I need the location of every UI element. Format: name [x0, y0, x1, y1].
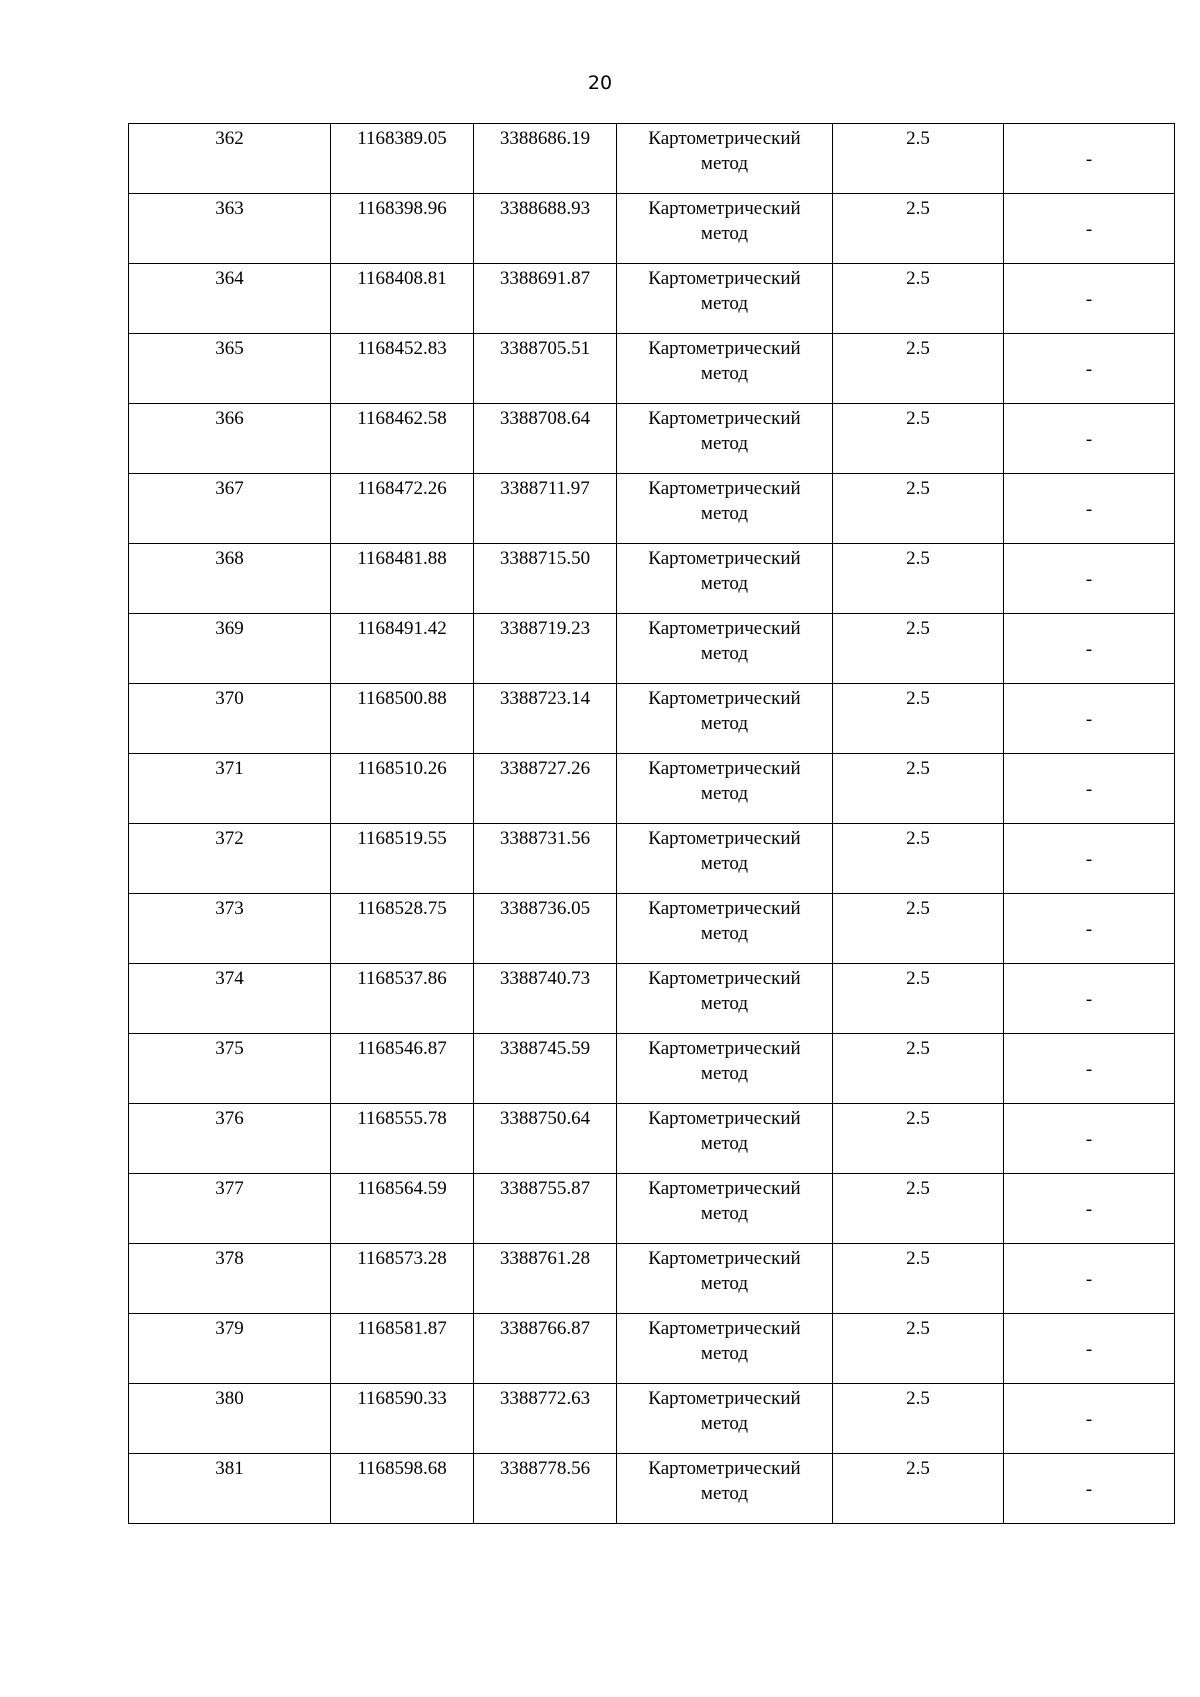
x-coordinate-cell-text: 1168462.58 — [357, 408, 447, 429]
point-number-cell-text: 372 — [215, 828, 244, 849]
note-cell — [1004, 1244, 1175, 1314]
note-cell — [1004, 124, 1175, 194]
accuracy-cell-text: 2.5 — [906, 1038, 930, 1059]
y-coordinate-cell-text: 3388772.63 — [499, 1388, 591, 1409]
point-number-cell — [129, 194, 331, 264]
method-cell — [617, 1244, 833, 1314]
x-coordinate-cell — [331, 264, 474, 334]
y-coordinate-cell-text: 3388727.26 — [499, 758, 591, 779]
x-coordinate-cell — [331, 334, 474, 404]
y-coordinate-cell — [474, 404, 617, 474]
method-cell-text: Картометрический метод — [648, 898, 801, 944]
accuracy-cell — [833, 1314, 1004, 1384]
x-coordinate-cell — [331, 754, 474, 824]
y-coordinate-cell-text: 3388691.87 — [499, 268, 591, 289]
method-cell — [617, 1454, 833, 1524]
coordinates-table — [128, 123, 1175, 1524]
table-row — [129, 1384, 1175, 1454]
point-number-cell-text: 369 — [215, 618, 244, 639]
accuracy-cell — [833, 1384, 1004, 1454]
y-coordinate-cell-text: 3388708.64 — [499, 408, 591, 429]
note-cell-text: - — [1085, 919, 1093, 940]
note-cell — [1004, 404, 1175, 474]
x-coordinate-cell — [331, 124, 474, 194]
y-coordinate-cell — [474, 124, 617, 194]
x-coordinate-cell — [331, 824, 474, 894]
accuracy-cell-text: 2.5 — [906, 1248, 930, 1269]
note-cell-text: - — [1085, 1199, 1093, 1220]
table-row — [129, 1454, 1175, 1524]
note-cell-text: - — [1085, 709, 1093, 730]
accuracy-cell — [833, 404, 1004, 474]
note-cell — [1004, 894, 1175, 964]
accuracy-cell-text: 2.5 — [906, 198, 930, 219]
table-row — [129, 544, 1175, 614]
table-row — [129, 894, 1175, 964]
method-cell — [617, 1384, 833, 1454]
x-coordinate-cell-text: 1168491.42 — [357, 618, 447, 639]
point-number-cell — [129, 614, 331, 684]
y-coordinate-cell-text: 3388719.23 — [499, 618, 591, 639]
note-cell-text: - — [1085, 1129, 1093, 1150]
point-number-cell-text: 379 — [215, 1318, 244, 1339]
method-cell — [617, 474, 833, 544]
accuracy-cell-text: 2.5 — [906, 1458, 930, 1479]
y-coordinate-cell-text: 3388731.56 — [499, 828, 591, 849]
point-number-cell — [129, 1034, 331, 1104]
table-row — [129, 964, 1175, 1034]
point-number-cell-text: 363 — [215, 198, 244, 219]
note-cell-text: - — [1085, 1339, 1093, 1360]
point-number-cell-text: 366 — [215, 408, 244, 429]
point-number-cell — [129, 1314, 331, 1384]
x-coordinate-cell — [331, 1314, 474, 1384]
note-cell — [1004, 824, 1175, 894]
point-number-cell — [129, 684, 331, 754]
y-coordinate-cell-text: 3388740.73 — [499, 968, 591, 989]
accuracy-cell — [833, 754, 1004, 824]
note-cell — [1004, 194, 1175, 264]
accuracy-cell — [833, 194, 1004, 264]
y-coordinate-cell-text: 3388736.05 — [499, 898, 591, 919]
table-row — [129, 264, 1175, 334]
x-coordinate-cell — [331, 964, 474, 1034]
method-cell-text: Картометрический метод — [648, 618, 801, 664]
point-number-cell — [129, 124, 331, 194]
table-row — [129, 614, 1175, 684]
note-cell — [1004, 544, 1175, 614]
y-coordinate-cell-text: 3388711.97 — [500, 478, 590, 499]
x-coordinate-cell-text: 1168519.55 — [357, 828, 447, 849]
note-cell — [1004, 964, 1175, 1034]
accuracy-cell-text: 2.5 — [906, 1108, 930, 1129]
table-row — [129, 474, 1175, 544]
x-coordinate-cell-text: 1168389.05 — [357, 128, 447, 149]
y-coordinate-cell-text: 3388723.14 — [499, 688, 591, 709]
method-cell — [617, 1174, 833, 1244]
y-coordinate-cell — [474, 824, 617, 894]
x-coordinate-cell-text: 1168472.26 — [357, 478, 447, 499]
x-coordinate-cell-text: 1168452.83 — [357, 338, 447, 359]
point-number-cell — [129, 334, 331, 404]
x-coordinate-cell-text: 1168573.28 — [357, 1248, 447, 1269]
method-cell-text: Картометрический метод — [648, 338, 801, 384]
table-row — [129, 1104, 1175, 1174]
method-cell-text: Картометрический метод — [648, 828, 801, 874]
y-coordinate-cell — [474, 1314, 617, 1384]
table-row — [129, 1174, 1175, 1244]
x-coordinate-cell-text: 1168510.26 — [357, 758, 447, 779]
y-coordinate-cell — [474, 894, 617, 964]
note-cell-text: - — [1085, 149, 1093, 170]
method-cell-text: Картометрический метод — [648, 1038, 801, 1084]
point-number-cell-text: 362 — [215, 128, 244, 149]
point-number-cell — [129, 1174, 331, 1244]
accuracy-cell-text: 2.5 — [906, 128, 930, 149]
table-body — [129, 124, 1175, 1524]
point-number-cell-text: 375 — [215, 1038, 244, 1059]
point-number-cell-text: 367 — [215, 478, 244, 499]
point-number-cell — [129, 544, 331, 614]
point-number-cell — [129, 1384, 331, 1454]
x-coordinate-cell-text: 1168555.78 — [357, 1108, 447, 1129]
accuracy-cell — [833, 894, 1004, 964]
page-number: 20 — [587, 72, 613, 94]
y-coordinate-cell-text: 3388705.51 — [499, 338, 591, 359]
y-coordinate-cell-text: 3388755.87 — [499, 1178, 591, 1199]
x-coordinate-cell — [331, 1244, 474, 1314]
x-coordinate-cell — [331, 684, 474, 754]
point-number-cell — [129, 754, 331, 824]
method-cell-text: Картометрический метод — [648, 1108, 801, 1154]
method-cell — [617, 124, 833, 194]
point-number-cell-text: 376 — [215, 1108, 244, 1129]
method-cell — [617, 614, 833, 684]
accuracy-cell — [833, 1174, 1004, 1244]
point-number-cell-text: 370 — [215, 688, 244, 709]
point-number-cell — [129, 1454, 331, 1524]
method-cell — [617, 684, 833, 754]
table-row — [129, 404, 1175, 474]
method-cell — [617, 334, 833, 404]
note-cell — [1004, 1384, 1175, 1454]
note-cell-text: - — [1085, 289, 1093, 310]
y-coordinate-cell-text: 3388715.50 — [499, 548, 591, 569]
y-coordinate-cell-text: 3388761.28 — [499, 1248, 591, 1269]
point-number-cell — [129, 264, 331, 334]
note-cell — [1004, 334, 1175, 404]
note-cell-text: - — [1085, 499, 1093, 520]
method-cell-text: Картометрический метод — [648, 408, 801, 454]
accuracy-cell-text: 2.5 — [906, 898, 930, 919]
method-cell-text: Картометрический метод — [648, 688, 801, 734]
accuracy-cell-text: 2.5 — [906, 548, 930, 569]
accuracy-cell — [833, 964, 1004, 1034]
accuracy-cell — [833, 334, 1004, 404]
y-coordinate-cell — [474, 194, 617, 264]
table-row — [129, 124, 1175, 194]
note-cell — [1004, 1034, 1175, 1104]
y-coordinate-cell-text: 3388778.56 — [499, 1458, 591, 1479]
note-cell-text: - — [1085, 1409, 1093, 1430]
x-coordinate-cell-text: 1168398.96 — [357, 198, 447, 219]
accuracy-cell-text: 2.5 — [906, 338, 930, 359]
x-coordinate-cell — [331, 1174, 474, 1244]
method-cell-text: Картометрический метод — [648, 198, 801, 244]
point-number-cell-text: 368 — [215, 548, 244, 569]
point-number-cell — [129, 404, 331, 474]
method-cell — [617, 964, 833, 1034]
accuracy-cell — [833, 1104, 1004, 1174]
note-cell — [1004, 474, 1175, 544]
x-coordinate-cell — [331, 1104, 474, 1174]
point-number-cell-text: 381 — [215, 1458, 244, 1479]
y-coordinate-cell — [474, 334, 617, 404]
point-number-cell — [129, 1244, 331, 1314]
x-coordinate-cell — [331, 1454, 474, 1524]
point-number-cell — [129, 964, 331, 1034]
note-cell — [1004, 264, 1175, 334]
note-cell-text: - — [1085, 569, 1093, 590]
method-cell — [617, 194, 833, 264]
point-number-cell-text: 364 — [215, 268, 244, 289]
accuracy-cell — [833, 544, 1004, 614]
table-row — [129, 1034, 1175, 1104]
y-coordinate-cell — [474, 1454, 617, 1524]
accuracy-cell — [833, 1454, 1004, 1524]
y-coordinate-cell — [474, 474, 617, 544]
note-cell-text: - — [1085, 1479, 1093, 1500]
accuracy-cell-text: 2.5 — [906, 478, 930, 499]
x-coordinate-cell — [331, 894, 474, 964]
method-cell-text: Картометрический метод — [648, 1178, 801, 1224]
method-cell — [617, 1314, 833, 1384]
note-cell-text: - — [1085, 779, 1093, 800]
point-number-cell-text: 378 — [215, 1248, 244, 1269]
method-cell — [617, 1104, 833, 1174]
accuracy-cell-text: 2.5 — [906, 758, 930, 779]
y-coordinate-cell — [474, 614, 617, 684]
point-number-cell — [129, 1104, 331, 1174]
note-cell — [1004, 1314, 1175, 1384]
point-number-cell — [129, 824, 331, 894]
x-coordinate-cell-text: 1168408.81 — [357, 268, 447, 289]
accuracy-cell — [833, 264, 1004, 334]
point-number-cell-text: 377 — [215, 1178, 244, 1199]
y-coordinate-cell — [474, 964, 617, 1034]
x-coordinate-cell-text: 1168564.59 — [357, 1178, 447, 1199]
method-cell-text: Картометрический метод — [648, 1388, 801, 1434]
method-cell-text: Картометрический метод — [648, 968, 801, 1014]
method-cell-text: Картометрический метод — [648, 758, 801, 804]
table-row — [129, 1244, 1175, 1314]
table-row — [129, 754, 1175, 824]
point-number-cell-text: 365 — [215, 338, 244, 359]
table-row — [129, 334, 1175, 404]
x-coordinate-cell — [331, 544, 474, 614]
x-coordinate-cell — [331, 194, 474, 264]
method-cell — [617, 264, 833, 334]
accuracy-cell-text: 2.5 — [906, 1318, 930, 1339]
accuracy-cell-text: 2.5 — [906, 1388, 930, 1409]
y-coordinate-cell — [474, 1034, 617, 1104]
note-cell-text: - — [1085, 359, 1093, 380]
point-number-cell-text: 371 — [215, 758, 244, 779]
point-number-cell — [129, 894, 331, 964]
note-cell — [1004, 754, 1175, 824]
y-coordinate-cell — [474, 1174, 617, 1244]
accuracy-cell — [833, 474, 1004, 544]
x-coordinate-cell-text: 1168598.68 — [357, 1458, 447, 1479]
accuracy-cell-text: 2.5 — [906, 688, 930, 709]
x-coordinate-cell — [331, 404, 474, 474]
x-coordinate-cell-text: 1168590.33 — [357, 1388, 447, 1409]
method-cell — [617, 544, 833, 614]
point-number-cell-text: 374 — [215, 968, 244, 989]
method-cell — [617, 754, 833, 824]
accuracy-cell — [833, 1034, 1004, 1104]
note-cell-text: - — [1085, 1269, 1093, 1290]
x-coordinate-cell-text: 1168528.75 — [357, 898, 447, 919]
accuracy-cell — [833, 824, 1004, 894]
accuracy-cell-text: 2.5 — [906, 408, 930, 429]
note-cell-text: - — [1085, 1059, 1093, 1080]
accuracy-cell-text: 2.5 — [906, 268, 930, 289]
method-cell-text: Картометрический метод — [648, 268, 801, 314]
note-cell-text: - — [1085, 429, 1093, 450]
y-coordinate-cell — [474, 1384, 617, 1454]
x-coordinate-cell-text: 1168481.88 — [357, 548, 447, 569]
method-cell-text: Картометрический метод — [648, 128, 801, 174]
y-coordinate-cell — [474, 754, 617, 824]
table-row — [129, 824, 1175, 894]
method-cell — [617, 1034, 833, 1104]
table-row — [129, 194, 1175, 264]
accuracy-cell-text: 2.5 — [906, 828, 930, 849]
note-cell-text: - — [1085, 639, 1093, 660]
y-coordinate-cell — [474, 1244, 617, 1314]
table-row — [129, 1314, 1175, 1384]
point-number-cell-text: 373 — [215, 898, 244, 919]
note-cell — [1004, 1174, 1175, 1244]
accuracy-cell — [833, 124, 1004, 194]
note-cell — [1004, 614, 1175, 684]
method-cell — [617, 404, 833, 474]
point-number-cell — [129, 474, 331, 544]
note-cell-text: - — [1085, 989, 1093, 1010]
point-number-cell-text: 380 — [215, 1388, 244, 1409]
y-coordinate-cell-text: 3388688.93 — [499, 198, 591, 219]
method-cell-text: Картометрический метод — [648, 478, 801, 524]
x-coordinate-cell — [331, 474, 474, 544]
accuracy-cell — [833, 684, 1004, 754]
method-cell — [617, 824, 833, 894]
note-cell — [1004, 1104, 1175, 1174]
note-cell-text: - — [1085, 219, 1093, 240]
method-cell — [617, 894, 833, 964]
y-coordinate-cell-text: 3388745.59 — [499, 1038, 591, 1059]
x-coordinate-cell-text: 1168546.87 — [357, 1038, 447, 1059]
y-coordinate-cell-text: 3388686.19 — [499, 128, 591, 149]
table-row — [129, 684, 1175, 754]
x-coordinate-cell — [331, 1034, 474, 1104]
accuracy-cell — [833, 1244, 1004, 1314]
method-cell-text: Картометрический метод — [648, 548, 801, 594]
y-coordinate-cell-text: 3388750.64 — [499, 1108, 591, 1129]
accuracy-cell-text: 2.5 — [906, 1178, 930, 1199]
accuracy-cell-text: 2.5 — [906, 618, 930, 639]
y-coordinate-cell — [474, 264, 617, 334]
method-cell-text: Картометрический метод — [648, 1248, 801, 1294]
y-coordinate-cell-text: 3388766.87 — [499, 1318, 591, 1339]
y-coordinate-cell — [474, 684, 617, 754]
note-cell-text: - — [1085, 849, 1093, 870]
x-coordinate-cell-text: 1168581.87 — [357, 1318, 447, 1339]
y-coordinate-cell — [474, 1104, 617, 1174]
accuracy-cell — [833, 614, 1004, 684]
x-coordinate-cell — [331, 614, 474, 684]
y-coordinate-cell — [474, 544, 617, 614]
x-coordinate-cell — [331, 1384, 474, 1454]
method-cell-text: Картометрический метод — [648, 1458, 801, 1504]
accuracy-cell-text: 2.5 — [906, 968, 930, 989]
x-coordinate-cell-text: 1168500.88 — [357, 688, 447, 709]
note-cell — [1004, 1454, 1175, 1524]
note-cell — [1004, 684, 1175, 754]
method-cell-text: Картометрический метод — [648, 1318, 801, 1364]
x-coordinate-cell-text: 1168537.86 — [357, 968, 447, 989]
